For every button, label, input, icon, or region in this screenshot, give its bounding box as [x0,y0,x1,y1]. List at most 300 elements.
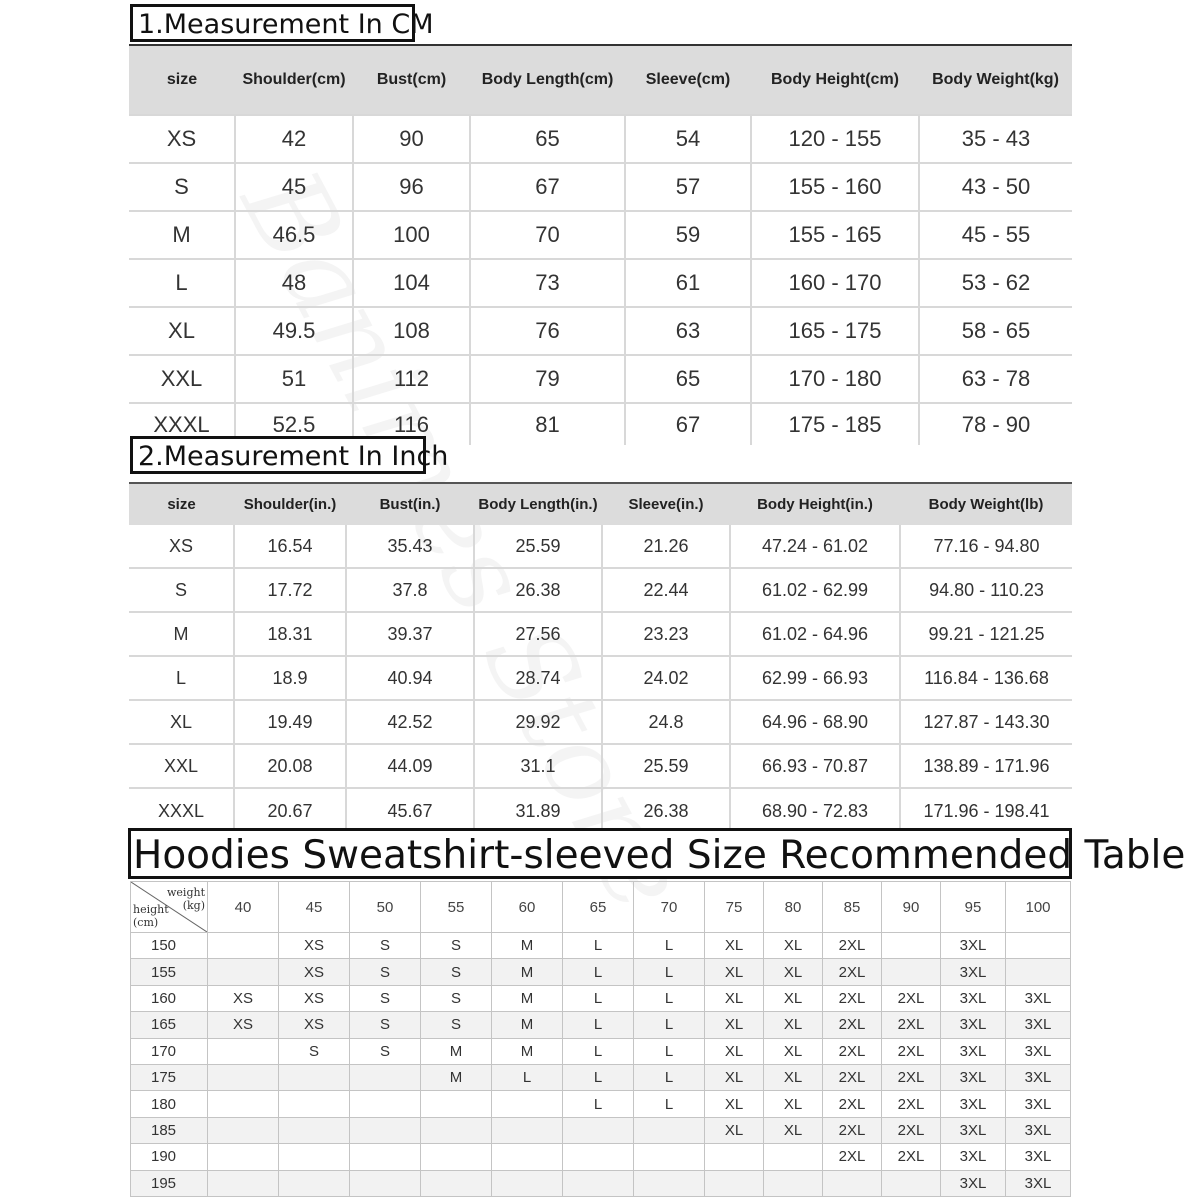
size-cell: XL [764,985,823,1011]
table-row [131,985,1071,1011]
size-cell: S [421,933,492,959]
size-cell: L [634,959,705,985]
size-cell: L [563,933,634,959]
weight-header: 45 [279,882,350,933]
size-cell [208,1144,279,1170]
size-cell [492,1170,563,1196]
column-header: Sleeve(cm) [625,45,751,115]
size-cell: S [421,959,492,985]
table-row [129,656,1072,700]
value-cell: 58 - 65 [919,307,1072,355]
size-cell: S [350,933,421,959]
size-cell [421,1170,492,1196]
size-cell: L [563,959,634,985]
size-cell: XXL [129,355,235,403]
size-cell: M [421,1038,492,1064]
value-cell: 61 [625,259,751,307]
value-cell: 20.67 [234,788,346,833]
value-cell: 73 [470,259,625,307]
table-row [131,1170,1071,1196]
table-row [129,568,1072,612]
cm-measurement-table [129,44,1072,445]
size-cell: 2XL [823,933,882,959]
value-cell: 20.08 [234,744,346,788]
size-cell: XS [279,1012,350,1038]
table-row [129,115,1072,163]
size-cell [350,1091,421,1117]
size-cell: M [492,959,563,985]
size-cell [421,1091,492,1117]
value-cell: 53 - 62 [919,259,1072,307]
value-cell: 65 [470,115,625,163]
size-cell: 2XL [823,1064,882,1090]
value-cell: 81 [470,403,625,445]
value-cell: 96 [353,163,470,211]
height-label: 195 [131,1170,208,1196]
value-cell: 67 [625,403,751,445]
value-cell: 26.38 [474,568,602,612]
inch-header-row [129,483,1072,525]
size-cell: M [129,211,235,259]
size-cell [208,959,279,985]
height-label: 180 [131,1091,208,1117]
value-cell: 57 [625,163,751,211]
value-cell: 165 - 175 [751,307,919,355]
value-cell: 120 - 155 [751,115,919,163]
size-cell: 2XL [823,959,882,985]
size-cell: 2XL [882,1091,941,1117]
size-cell: XL [705,1038,764,1064]
size-cell: XL [129,700,234,744]
size-cell [563,1170,634,1196]
size-cell [279,1064,350,1090]
size-cell [350,1117,421,1143]
size-cell: S [421,1012,492,1038]
column-header: Bust(in.) [346,483,474,525]
size-cell: M [492,1012,563,1038]
size-cell: 2XL [823,1012,882,1038]
value-cell: 45 - 55 [919,211,1072,259]
value-cell: 18.9 [234,656,346,700]
size-cell: S [350,985,421,1011]
size-cell [208,1117,279,1143]
value-cell: 43 - 50 [919,163,1072,211]
value-cell: 25.59 [602,744,730,788]
value-cell: 26.38 [602,788,730,833]
size-cell: 2XL [882,1012,941,1038]
value-cell: 16.54 [234,525,346,568]
value-cell: 68.90 - 72.83 [730,788,900,833]
size-cell: XL [764,1091,823,1117]
size-cell: S [350,1038,421,1064]
value-cell: 19.49 [234,700,346,744]
table-row [131,1038,1071,1064]
weight-header: 40 [208,882,279,933]
size-cell: XS [279,959,350,985]
weight-header: 85 [823,882,882,933]
value-cell: 170 - 180 [751,355,919,403]
value-cell: 100 [353,211,470,259]
size-cell: XS [129,525,234,568]
height-label: 190 [131,1144,208,1170]
value-cell: 24.8 [602,700,730,744]
value-cell: 116 [353,403,470,445]
value-cell: 99.21 - 121.25 [900,612,1072,656]
value-cell: 160 - 170 [751,259,919,307]
size-cell: XXXL [157,800,205,821]
size-cell [421,1117,492,1143]
column-header: size [129,45,235,115]
size-cell [208,1091,279,1117]
size-cell: 3XL [1006,985,1071,1011]
size-cell: L [634,1091,705,1117]
value-cell: 90 [353,115,470,163]
size-cell [492,1144,563,1170]
size-cell: M [129,612,234,656]
value-cell: 66.93 - 70.87 [730,744,900,788]
value-cell: 42.52 [346,700,474,744]
size-cell: 2XL [823,1038,882,1064]
size-cell: L [563,1064,634,1090]
value-cell: 17.72 [234,568,346,612]
weight-header: 70 [634,882,705,933]
size-cell: L [129,656,234,700]
table-row [131,1144,1071,1170]
weight-header: 80 [764,882,823,933]
value-cell: 155 - 160 [751,163,919,211]
size-cell: 2XL [882,1064,941,1090]
size-cell: M [492,985,563,1011]
size-cell [208,933,279,959]
value-cell: 35 - 43 [919,115,1072,163]
size-cell: XXL [129,744,234,788]
cm-table-title: 1.Measurement In CM [130,4,415,42]
value-cell: 63 - 78 [919,355,1072,403]
size-cell [279,1170,350,1196]
weight-header: 75 [705,882,764,933]
size-cell [705,1170,764,1196]
value-cell: 42 [235,115,353,163]
size-cell [279,1091,350,1117]
value-cell: 116.84 - 136.68 [900,656,1072,700]
value-cell: 45 [235,163,353,211]
size-cell: 3XL [941,933,1006,959]
value-cell: 49.5 [235,307,353,355]
size-cell [882,959,941,985]
value-cell: 104 [353,259,470,307]
size-cell: XXXL [153,411,210,437]
size-cell: S [129,163,235,211]
size-cell: S [350,1012,421,1038]
value-cell: 171.96 - 198.41 [900,788,1072,833]
size-cell: L [563,1091,634,1117]
height-axis-label: height (cm) [133,903,169,929]
column-header: size [129,483,234,525]
table-row [131,1091,1071,1117]
value-cell: 48 [235,259,353,307]
value-cell: 37.8 [346,568,474,612]
value-cell: 59 [625,211,751,259]
size-cell: XL [705,1012,764,1038]
value-cell: 44.09 [346,744,474,788]
table-row [131,1117,1071,1143]
value-cell: 45.67 [346,788,474,833]
size-cell: 3XL [1006,1038,1071,1064]
size-cell: 3XL [941,1064,1006,1090]
weight-header: 60 [492,882,563,933]
table-row [129,525,1072,568]
value-cell: 64.96 - 68.90 [730,700,900,744]
size-cell [421,1144,492,1170]
size-cell: XL [705,959,764,985]
table-row [129,700,1072,744]
size-cell: L [634,985,705,1011]
weight-header: 50 [350,882,421,933]
value-cell: 39.37 [346,612,474,656]
inch-table-title: 2.Measurement In Inch [130,436,426,474]
size-cell: 3XL [1006,1064,1071,1090]
size-cell [563,1144,634,1170]
inch-table-body [129,525,1072,833]
size-cell [764,1144,823,1170]
value-cell: 40.94 [346,656,474,700]
table-row [129,211,1072,259]
value-cell: 52.5 [235,403,353,445]
size-cell: XL [764,959,823,985]
size-cell: 3XL [941,1038,1006,1064]
value-cell: 78 - 90 [919,403,1072,445]
column-header: Shoulder(in.) [234,483,346,525]
value-cell: 51 [235,355,353,403]
value-cell: 61.02 - 64.96 [730,612,900,656]
size-cell: XL [129,307,235,355]
value-cell: 138.89 - 171.96 [900,744,1072,788]
table-row [129,163,1072,211]
cm-table-body [129,115,1072,445]
weight-header: 90 [882,882,941,933]
table-row [129,744,1072,788]
value-cell: 155 - 165 [751,211,919,259]
size-cell: 3XL [941,1012,1006,1038]
size-cell: M [492,1038,563,1064]
size-cell: 3XL [941,1170,1006,1196]
size-cell [764,1170,823,1196]
size-cell: 2XL [882,985,941,1011]
value-cell: 31.1 [474,744,602,788]
size-cell: 3XL [1006,1170,1071,1196]
weight-header: 100 [1006,882,1071,933]
value-cell: 31.89 [474,788,602,833]
value-cell: 175 - 185 [751,403,919,445]
value-cell: 127.87 - 143.30 [900,700,1072,744]
recommend-header-row [131,882,1071,933]
size-cell [279,1144,350,1170]
size-cell: S [350,959,421,985]
size-cell: XL [764,933,823,959]
table-row [131,959,1071,985]
value-cell: 29.92 [474,700,602,744]
value-cell: 54 [625,115,751,163]
size-cell: 2XL [882,1117,941,1143]
value-cell: 21.26 [602,525,730,568]
height-label: 170 [131,1038,208,1064]
size-cell: 3XL [941,985,1006,1011]
size-recommend-table [130,881,1071,1197]
size-cell [634,1117,705,1143]
height-label: 175 [131,1064,208,1090]
size-cell: XL [764,1117,823,1143]
size-cell: XS [279,933,350,959]
size-cell: L [492,1064,563,1090]
table-row [131,1064,1071,1090]
size-cell: L [563,1012,634,1038]
size-cell: S [279,1038,350,1064]
corner-cell [131,882,208,933]
size-cell: M [492,933,563,959]
height-label: 155 [131,959,208,985]
value-cell: 108 [353,307,470,355]
size-cell [208,1170,279,1196]
weight-header: 95 [941,882,1006,933]
size-cell: XL [764,1064,823,1090]
table-row [129,612,1072,656]
size-cell [350,1064,421,1090]
value-cell: 23.23 [602,612,730,656]
size-cell: 2XL [823,1117,882,1143]
weight-axis-label: weight (kg) [167,886,205,912]
size-cell [1006,959,1071,985]
value-cell: 62.99 - 66.93 [730,656,900,700]
value-cell: 61.02 - 62.99 [730,568,900,612]
size-cell: XL [705,1117,764,1143]
value-cell: 70 [470,211,625,259]
size-cell: L [129,259,235,307]
size-cell [492,1091,563,1117]
value-cell: 112 [353,355,470,403]
table-row [131,933,1071,959]
size-cell [279,1117,350,1143]
size-cell: 2XL [823,1091,882,1117]
column-header: Bust(cm) [353,45,470,115]
value-cell: 27.56 [474,612,602,656]
size-cell: XS [279,985,350,1011]
size-cell [823,1170,882,1196]
recommend-table-body [131,933,1071,1197]
size-cell: 3XL [941,959,1006,985]
size-cell: 2XL [882,1144,941,1170]
size-cell: L [563,985,634,1011]
cm-header-row [129,45,1072,115]
size-cell: L [634,933,705,959]
value-cell: 65 [625,355,751,403]
size-cell: 3XL [1006,1012,1071,1038]
size-cell: M [421,1064,492,1090]
size-cell: 2XL [823,985,882,1011]
column-header: Body Weight(kg) [919,45,1072,115]
table-row [129,307,1072,355]
size-cell: XS [208,985,279,1011]
size-cell [882,933,941,959]
size-cell: L [634,1038,705,1064]
height-label: 150 [131,933,208,959]
value-cell: 22.44 [602,568,730,612]
size-cell: 2XL [882,1038,941,1064]
column-header: Sleeve(in.) [602,483,730,525]
column-header: Body Height(cm) [751,45,919,115]
table-row [131,1012,1071,1038]
table-row [129,355,1072,403]
value-cell: 28.74 [474,656,602,700]
size-cell: S [129,568,234,612]
column-header: Body Length(in.) [474,483,602,525]
size-cell: 3XL [1006,1117,1071,1143]
size-cell: L [634,1012,705,1038]
size-cell: 2XL [823,1144,882,1170]
inch-measurement-table [129,482,1072,833]
value-cell: 76 [470,307,625,355]
recommend-table-title: Hoodies Sweatshirt-sleeved Size Recommended Table [128,828,1072,879]
value-cell: 25.59 [474,525,602,568]
value-cell: 18.31 [234,612,346,656]
table-row [129,788,1072,833]
value-cell: 67 [470,163,625,211]
weight-header: 65 [563,882,634,933]
size-cell [634,1144,705,1170]
size-cell: XL [764,1012,823,1038]
size-cell: XL [705,1091,764,1117]
value-cell: 35.43 [346,525,474,568]
size-cell [705,1144,764,1170]
size-cell: L [563,1038,634,1064]
value-cell: 77.16 - 94.80 [900,525,1072,568]
size-cell [1006,933,1071,959]
size-cell: XL [764,1038,823,1064]
column-header: Body Weight(lb) [900,483,1072,525]
size-cell [208,1038,279,1064]
size-cell: S [421,985,492,1011]
size-cell [563,1117,634,1143]
value-cell: 24.02 [602,656,730,700]
size-cell [350,1144,421,1170]
size-cell: 3XL [941,1091,1006,1117]
column-header: Body Height(in.) [730,483,900,525]
column-header: Body Length(cm) [470,45,625,115]
size-cell [350,1170,421,1196]
size-cell: 3XL [1006,1091,1071,1117]
table-row [129,259,1072,307]
height-label: 165 [131,1012,208,1038]
value-cell: 63 [625,307,751,355]
size-cell: XL [705,1064,764,1090]
size-cell [492,1117,563,1143]
height-label: 185 [131,1117,208,1143]
height-label: 160 [131,985,208,1011]
value-cell: 46.5 [235,211,353,259]
value-cell: 94.80 - 110.23 [900,568,1072,612]
column-header: Shoulder(cm) [235,45,353,115]
weight-header: 55 [421,882,492,933]
size-cell: 3XL [1006,1144,1071,1170]
size-cell [208,1064,279,1090]
value-cell: 79 [470,355,625,403]
size-cell [634,1170,705,1196]
size-cell [882,1170,941,1196]
size-cell: 3XL [941,1144,1006,1170]
size-cell: XL [705,985,764,1011]
size-cell: 3XL [941,1117,1006,1143]
size-cell: XS [208,1012,279,1038]
value-cell: 47.24 - 61.02 [730,525,900,568]
